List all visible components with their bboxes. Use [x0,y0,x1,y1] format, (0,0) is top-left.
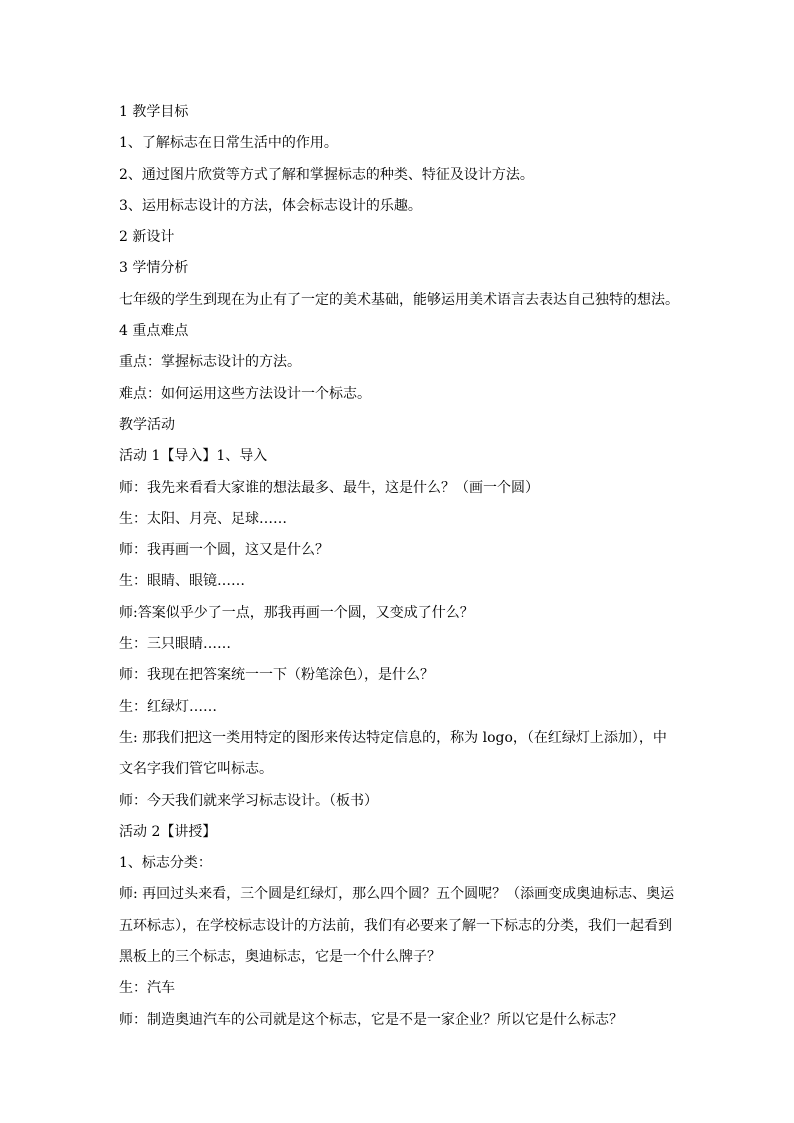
dialogue-line: 师：制造奥迪汽车的公司就是这个标志，它是不是一家企业？所以它是什么标志？ [119,1011,623,1028]
dialogue-line: 生：汽车 [119,980,175,997]
dialogue-line: 生：眼睛、眼镜…… [119,573,245,590]
heading-key-points: 4 重点难点 [119,323,189,340]
dialogue-line: 师：我先来看看大家谁的想法最多、最牛，这是什么？（画一个圆） [119,479,539,496]
heading-student-analysis: 3 学情分析 [119,260,189,277]
dialogue-line: 生：红绿灯…… [119,698,217,715]
dialogue-line: 生：太阳、月亮、足球…… [119,510,287,527]
dialogue-line-continued: 五环标志），在学校标志设计的方法前，我们有必要来了解一下标志的分类，我们一起看到 [119,917,672,934]
goal-item-1: 1、了解标志在日常生活中的作用。 [119,135,338,152]
difficulty-text: 难点：如何运用这些方法设计一个标志。 [119,385,371,402]
dialogue-line: 生: 那我们把这一类用特定的图形来传达特定信息的，称为 logo，（在红绿灯上添加），中 [119,729,667,746]
dialogue-line-continued: 黑板上的三个标志，奥迪标志，它是一个什么牌子？ [119,949,441,966]
document-body [119,101,679,1040]
heading-new-design: 2 新设计 [119,229,175,246]
dialogue-line: 师：我再画一个圆，这又是什么？ [119,542,329,559]
dialogue-line: 师：我现在把答案统一一下（粉笔涂色），是什么？ [119,667,434,684]
student-analysis-text: 七年级的学生到现在为止有了一定的美术基础，能够运用美术语言去表达自己独特的想法。 [119,291,679,308]
key-point-text: 重点：掌握标志设计的方法。 [119,354,301,371]
goal-item-3: 3、运用标志设计的方法，体会标志设计的乐趣。 [119,197,422,214]
heading-teaching-activities: 教学活动 [119,416,175,433]
dialogue-line: 生：三只眼睛…… [119,636,231,653]
goal-item-2: 2、通过图片欣赏等方式了解和掌握标志的种类、特征及设计方法。 [119,166,534,183]
section-logo-classification: 1、标志分类： [119,855,212,872]
heading-teaching-goals: 1 教学目标 [119,104,189,120]
activity-2-heading: 活动 2【讲授】 [119,823,217,840]
dialogue-line: 师:答案似乎少了一点，那我再画一个圆，又变成了什么？ [119,604,474,621]
dialogue-line-continued: 文名字我们管它叫标志。 [119,761,273,778]
activity-1-heading: 活动 1【导入】1、导入 [119,448,268,465]
dialogue-line: 师: 再回过头来看，三个圆是红绿灯，那么四个圆？五个圆呢？（添画变成奥迪标志、奥运 [119,886,675,903]
dialogue-line: 师：今天我们就来学习标志设计。（板书） [119,792,378,809]
